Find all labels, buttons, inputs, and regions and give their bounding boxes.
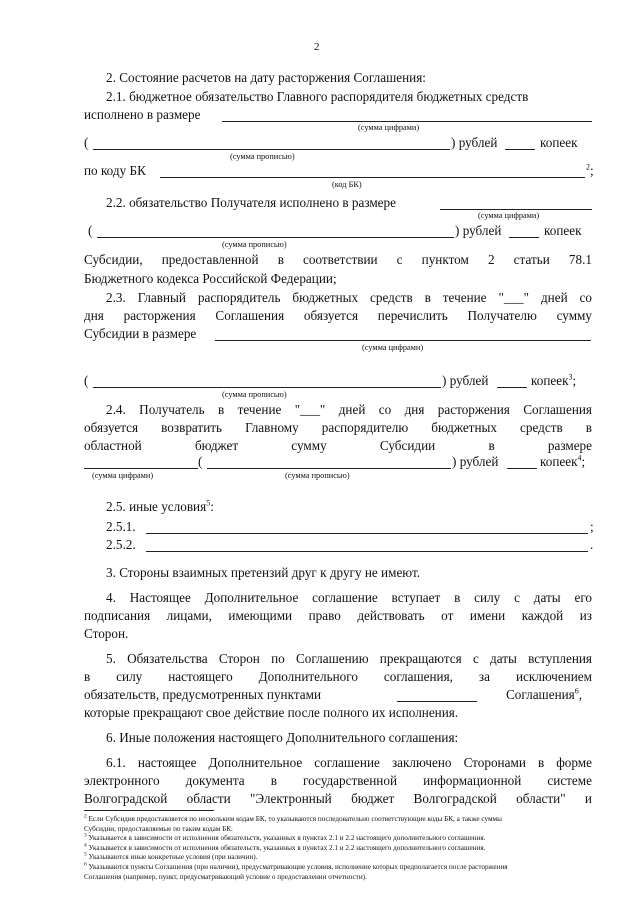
p252-field[interactable]: [146, 551, 588, 552]
p23-paren-open: (: [84, 373, 89, 388]
section-5-comma: ,: [578, 687, 583, 702]
p25-footnote-mark: 5: [206, 498, 211, 508]
bk-footnote-mark: 2: [586, 162, 590, 172]
section-3: 3. Стороны взаимных претензий друг к другу не имеют.: [106, 565, 421, 580]
p21-line1: 2.1. бюджетное обязательство Главного распорядителя бюджетных средств: [106, 89, 529, 104]
subsidy-line2: Бюджетного кодекса Российской Федерации;: [84, 271, 337, 286]
p24-hint-words: (сумма прописью): [285, 471, 350, 480]
p21-rub: ) рублей: [451, 135, 498, 150]
section-5-line1: 5. Обязательства Сторон по Соглашению прекращаются с даты вступления: [106, 651, 592, 666]
footnote-line: [84, 844, 485, 852]
section-5-line4: которые прекращают свое действие после полного их исполнения.: [84, 705, 459, 720]
section-4-line3: Сторон.: [84, 626, 129, 641]
p22-amount-digits-field[interactable]: [440, 209, 592, 210]
p22-amount-words-field[interactable]: [97, 237, 454, 238]
p21-hint-digits: (сумма цифрами): [358, 123, 420, 132]
p23-semicolon: ;: [572, 373, 577, 388]
p22-hint-words: (сумма прописью): [222, 240, 287, 249]
footnote-text: Если Субсидия предоставляется по нескольким кодам БК, то указываются последовательно соответствующие коды БК, а также суммы: [88, 815, 502, 823]
bk-label: по коду БК: [84, 163, 146, 178]
section-2-heading: 2. Состояние расчетов на дату расторжения Соглашения:: [106, 70, 426, 85]
p22-rub: ) рублей: [455, 223, 502, 238]
p21-paren-open: (: [84, 135, 89, 150]
p22-hint-digits: (сумма цифрами): [478, 211, 540, 220]
section-5-items-field[interactable]: [397, 701, 477, 702]
footnote-text: Указывается в зависимости от исполнения обязательств, указанных в пунктах 2.1 и 2.2 настоящего дополнительного соглашения.: [88, 834, 486, 843]
p24-line1: 2.4. Получатель в течение "___" дней со дня расторжения Соглашения: [106, 402, 592, 417]
p22-text: 2.2. обязательство Получателя исполнено в размере: [106, 195, 396, 210]
footnote-line: [84, 815, 502, 823]
p21-hint-words: (сумма прописью): [230, 152, 295, 161]
footnote-separator: [84, 810, 214, 811]
p23-hint-words: (сумма прописью): [222, 390, 287, 399]
page-number: 2: [314, 41, 320, 53]
p252-period: .: [590, 537, 594, 552]
section-5-line2: в силу настоящего Дополнительного соглашения, за исключением: [84, 669, 592, 684]
p25-colon: :: [210, 499, 214, 514]
p22-kop: копеек: [544, 223, 582, 238]
p24-hint-digits: (сумма цифрами): [92, 471, 154, 480]
p252-label: 2.5.2.: [106, 537, 136, 552]
footnote-mark: 2: [84, 813, 87, 820]
section-6-line3: Волгоградской области "Электронный бюджет Волгоградской области" и: [84, 791, 592, 806]
section-4-line1: 4. Настоящее Дополнительное соглашение вступает в силу с даты его: [106, 590, 592, 605]
footnote-text: Соглашения (например, пункт, предусматривающий условие о предоставлении отчетности).: [84, 872, 367, 881]
section-5-line3a: обязательств, предусмотренных пунктами: [84, 687, 322, 702]
footnote-line: [84, 863, 508, 871]
p21-kop-field[interactable]: [505, 149, 535, 150]
footnote-mark: 3: [84, 832, 87, 839]
footnote-text: Указывается в зависимости от исполнения обязательств, указанных в пунктах 2.1 и 2.2 настоящего дополнительного соглашения.: [88, 843, 486, 852]
p24-semicolon: ;: [581, 454, 586, 469]
p24-kop: копеек: [540, 454, 578, 469]
section-4-line2: подписания лицами, имеющими право действовать от имени каждой из: [84, 608, 592, 623]
p23-rub: ) рублей: [442, 373, 489, 388]
footnote-mark: 5: [84, 852, 87, 858]
section-5-line3b: Соглашения: [506, 687, 575, 702]
section-6-line1: 6.1. настоящее Дополнительное соглашение заключено Сторонами в форме: [106, 755, 592, 770]
section-5-footnote-mark: 6: [574, 686, 579, 696]
p23-line1: 2.3. Главный распорядитель бюджетных средств в течение "___" дней со: [106, 290, 592, 305]
p23-line3: Субсидии в размере: [84, 326, 197, 341]
footnote-line: [84, 825, 233, 833]
p24-line3: областной бюджет сумму Субсидии в размере: [84, 438, 592, 453]
p23-kop: копеек: [531, 373, 569, 388]
p24-line2: обязуется возвратить Главному распорядителю бюджетных средств в: [84, 420, 592, 435]
p21-amount-words-field[interactable]: [93, 149, 450, 150]
footnote-mark: 4: [84, 842, 87, 849]
p23-hint-digits: (сумма цифрами): [362, 343, 424, 352]
section-6-heading: 6. Иные положения настоящего Дополнительного соглашения:: [106, 730, 459, 745]
p24-kop-field[interactable]: [507, 468, 537, 469]
p23-kop-field[interactable]: [497, 387, 527, 388]
p24-footnote-mark: 4: [577, 453, 582, 463]
p21-amount-digits-field[interactable]: [222, 121, 592, 122]
p251-label: 2.5.1.: [106, 519, 136, 534]
p24-paren-open: (: [198, 454, 203, 469]
p24-amount-words-field[interactable]: [207, 468, 451, 469]
footnote-line: [84, 834, 485, 842]
p251-field[interactable]: [146, 533, 588, 534]
footnote-line: [84, 853, 258, 861]
p24-amount-digits-field[interactable]: [84, 468, 198, 469]
p23-amount-words-field[interactable]: [93, 387, 441, 388]
footnote-text: Указываются пункты Соглашения (при наличии), предусматривающие условия, исполнение которых предполагается после расторжения: [88, 863, 508, 871]
bk-hint: (код БК): [332, 180, 362, 189]
p22-paren-open: (: [88, 223, 93, 238]
footnote-text: Субсидии, предоставляемые по таким кодам БК.: [84, 824, 233, 833]
footnote-mark: 6: [84, 861, 87, 868]
p21-kop: копеек: [540, 135, 578, 150]
p21-line2: исполнено в размере: [84, 107, 201, 122]
p22-kop-field[interactable]: [509, 237, 539, 238]
p23-line2: дня расторжения Соглашения обязуется перечислить Получателю сумму: [84, 308, 592, 323]
p24-rub: ) рублей: [452, 454, 499, 469]
p23-amount-digits-field[interactable]: [215, 340, 591, 341]
p23-footnote-mark: 3: [568, 372, 573, 382]
bk-semicolon: ;: [590, 163, 594, 178]
subsidy-line1: Субсидии, предоставленной в соответствии с пунктом 2 статьи 78.1: [84, 252, 592, 267]
p25-text: 2.5. иные условия: [106, 499, 207, 514]
footnote-line: [84, 873, 367, 881]
bk-code-field[interactable]: [160, 177, 585, 178]
section-6-line2: электронного документа в государственной информационной системе: [84, 773, 592, 788]
p251-semicolon: ;: [590, 519, 594, 534]
footnote-text: Указываются иные конкретные условия (при наличии).: [88, 853, 258, 862]
